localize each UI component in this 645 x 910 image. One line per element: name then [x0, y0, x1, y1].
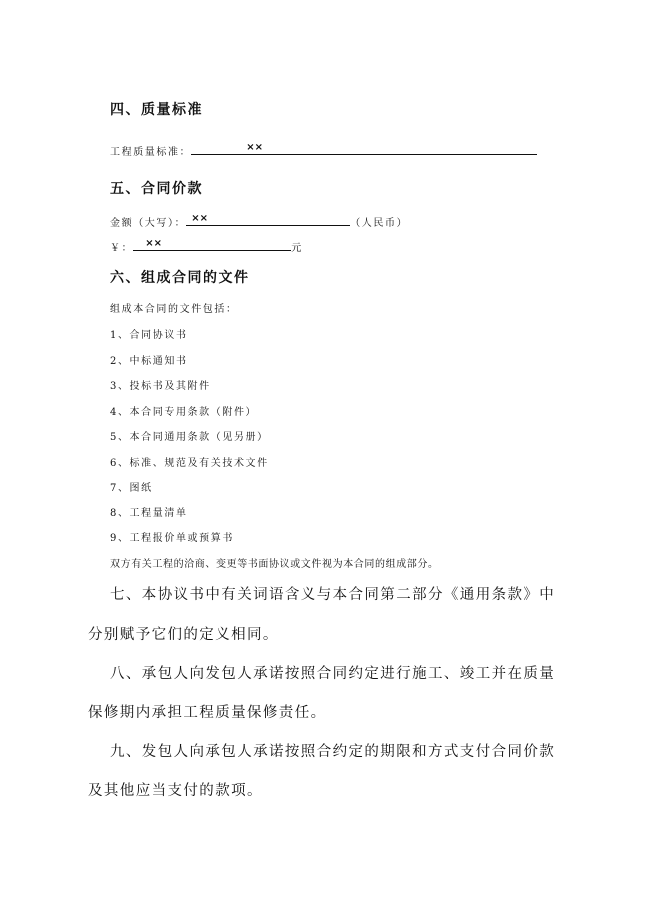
figure-value: ×× [145, 238, 162, 249]
document-item-7: 7、图纸 [110, 483, 153, 494]
clause-8-line-2: 保修期内承担工程质量保修责任。 [88, 705, 327, 721]
document-item-3: 3、投标书及其附件 [110, 381, 211, 392]
amount-field [186, 212, 350, 226]
clause-7-line-2: 分别赋予它们的定义相同。 [88, 627, 279, 643]
figure-label: ￥： [110, 243, 134, 254]
document-item-4: 4、本合同专用条款（附件） [110, 407, 258, 418]
quality-heading: 四、质量标准 [110, 102, 203, 118]
documents-intro: 组成本合同的文件包括： [110, 304, 238, 315]
quality-label: 工程质量标准： [110, 147, 192, 158]
clause-9-line-1: 九、发包人向承包人承诺按照合约定的期限和方式支付合同价款 [110, 744, 556, 760]
amount-value: ×× [191, 213, 208, 224]
figure-suffix: 元 [291, 243, 303, 254]
currency-suffix: （人民币） [350, 218, 409, 229]
clause-8-line-1: 八、承包人向发包人承诺按照合同约定进行施工、竣工并在质量 [110, 666, 556, 682]
quality-row [110, 141, 537, 158]
document-item-2: 2、中标通知书 [110, 356, 188, 367]
documents-heading: 六、组成合同的文件 [110, 270, 250, 286]
quality-value: ×× [246, 142, 263, 153]
figure-row [110, 237, 303, 254]
documents-note: 双方有关工程的洽商、变更等书面协议或文件视为本合同的组成部分。 [110, 559, 439, 570]
quality-field [191, 141, 537, 155]
clause-9-line-2: 及其他应当支付的款项。 [88, 783, 263, 799]
document-item-9: 9、工程报价单或预算书 [110, 533, 234, 544]
figure-field [133, 237, 291, 251]
document-item-6: 6、标准、规范及有关技术文件 [110, 458, 269, 469]
amount-row [110, 212, 408, 229]
clause-7-line-1: 七、本协议书中有关词语含义与本合同第二部分《通用条款》中 [110, 587, 556, 603]
document-item-1: 1、合同协议书 [110, 330, 188, 341]
document-item-5: 5、本合同通用条款（见另册） [110, 432, 269, 443]
price-heading: 五、合同价款 [110, 181, 203, 197]
amount-label: 金额（大写）： [110, 218, 187, 229]
document-item-8: 8、工程量清单 [110, 508, 188, 519]
